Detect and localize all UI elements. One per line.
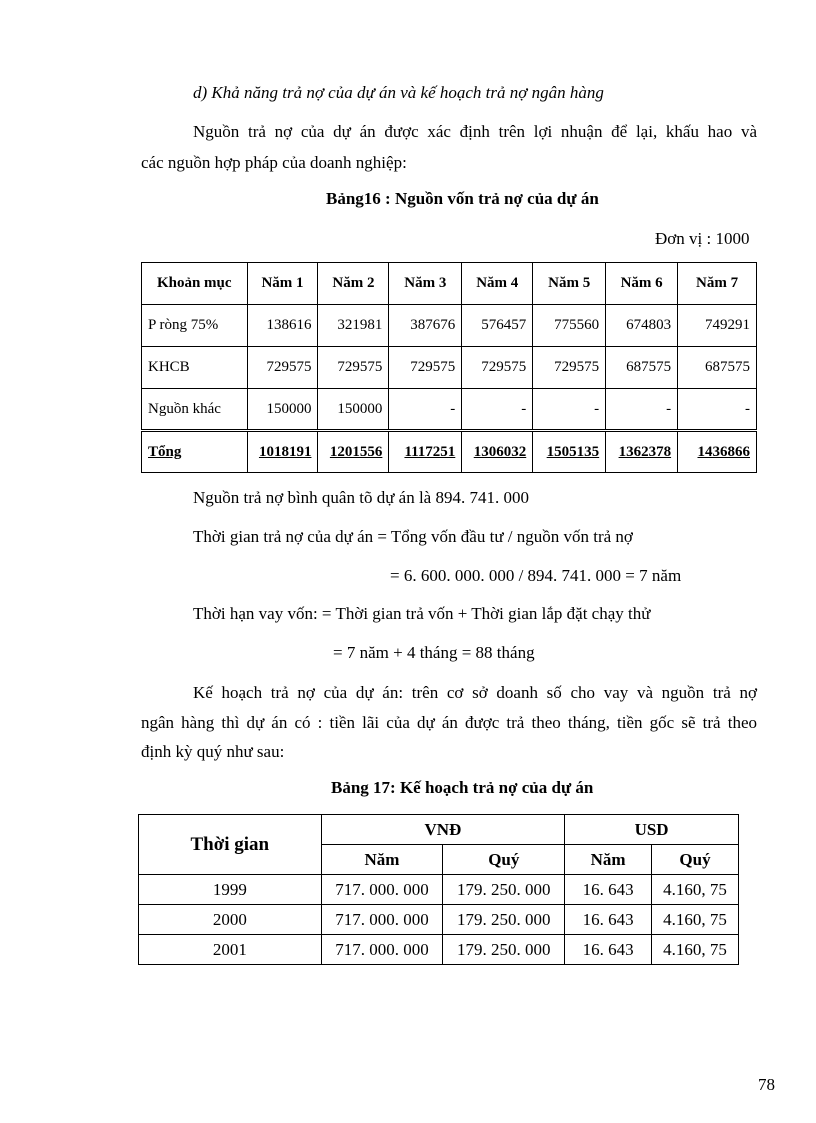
- table16-cell: -: [462, 389, 533, 431]
- table17-cell: 16. 643: [565, 905, 652, 935]
- table17-cell: 16. 643: [565, 935, 652, 965]
- table17-cell: 717. 000. 000: [321, 935, 443, 965]
- table16-cell: Nguồn khác: [142, 389, 248, 431]
- table16-header-cell: Năm 1: [247, 263, 318, 305]
- funding-table: [141, 262, 757, 473]
- table16-cell: 775560: [533, 305, 606, 347]
- table17-caption: Bảng 17: Kế hoạch trả nợ của dự án: [331, 778, 594, 797]
- table17-cell: 717. 000. 000: [321, 905, 443, 935]
- table17-cell: 16. 643: [565, 875, 652, 905]
- para-loan-term: Thời hạn vay vốn: = Thời gian trả vốn + Thời gian lắp đặt chạy thử: [193, 604, 651, 623]
- table16-cell: 576457: [462, 305, 533, 347]
- table16-cell: 1505135: [533, 431, 606, 473]
- table17-usd-header: USD: [565, 815, 739, 845]
- table17-vnd-header: VNĐ: [321, 815, 565, 845]
- table16-cell: 1436866: [678, 431, 757, 473]
- table17-usd-year-header: Năm: [565, 845, 652, 875]
- plan-line-2: ngân hàng thì dự án có : tiền lãi của dự án được trả theo tháng, tiền gốc sẽ trả theo: [141, 713, 757, 732]
- table17-cell: 1999: [139, 875, 322, 905]
- plan-line-1: Kế hoạch trả nợ của dự án: trên cơ sở doanh số cho vay và nguồn trả nợ: [193, 683, 757, 702]
- para-average-source: Nguồn trả nợ bình quân tõ dự án là 894. 741. 000: [193, 488, 529, 507]
- para-repay-time: Thời gian trả nợ của dự án = Tổng vốn đầu tư / nguồn vốn trả nợ: [193, 527, 633, 546]
- table16-cell: 150000: [318, 389, 389, 431]
- table16-cell: -: [533, 389, 606, 431]
- table16-unit: Đơn vị : 1000: [655, 229, 750, 248]
- table16-cell: 1306032: [462, 431, 533, 473]
- table16-cell: 387676: [389, 305, 462, 347]
- table17-cell: 4.160, 75: [652, 875, 739, 905]
- table16-cell: -: [389, 389, 462, 431]
- table16-caption: Bảng16 : Nguồn vốn trả nợ của dự án: [326, 189, 599, 208]
- table17-vnd-year-header: Năm: [321, 845, 443, 875]
- table17-cell: 717. 000. 000: [321, 875, 443, 905]
- plan-line-3: định kỳ quý như sau:: [141, 742, 285, 761]
- table16-cell: Tổng: [142, 431, 248, 473]
- table17-cell: 179. 250. 000: [443, 875, 565, 905]
- table16-cell: 749291: [678, 305, 757, 347]
- table16-cell: KHCB: [142, 347, 248, 389]
- table-row: [142, 305, 757, 347]
- page-number: 78: [758, 1075, 775, 1094]
- table16-cell: 674803: [606, 305, 678, 347]
- table16-cell: 687575: [606, 347, 678, 389]
- table16-cell: 729575: [533, 347, 606, 389]
- table16-cell: 138616: [247, 305, 318, 347]
- intro-line-1: Nguồn trả nợ của dự án được xác định trên lợi nhuận để lại, khấu hao và: [193, 122, 757, 141]
- table16-cell: 150000: [247, 389, 318, 431]
- table-row: [139, 935, 739, 965]
- table17-cell: 4.160, 75: [652, 905, 739, 935]
- table17-vnd-quarter-header: Quý: [443, 845, 565, 875]
- table16-cell: 321981: [318, 305, 389, 347]
- table16-header-cell: Năm 2: [318, 263, 389, 305]
- table17-group-header-row: [139, 815, 739, 845]
- table16-header-cell: Khoản mục: [142, 263, 248, 305]
- table16-cell: 729575: [318, 347, 389, 389]
- table16-header-cell: Năm 5: [533, 263, 606, 305]
- table16-cell: 729575: [462, 347, 533, 389]
- table17-cell: 2000: [139, 905, 322, 935]
- table16-cell: 1117251: [389, 431, 462, 473]
- para-repay-time-calc: = 6. 600. 000. 000 / 894. 741. 000 = 7 năm: [390, 566, 682, 585]
- table-row: [139, 875, 739, 905]
- table16-header-cell: Năm 7: [678, 263, 757, 305]
- table16-header-row: [142, 263, 757, 305]
- table16-cell: 1201556: [318, 431, 389, 473]
- table-row: [142, 347, 757, 389]
- table16-cell: 729575: [247, 347, 318, 389]
- table16-cell: 1018191: [247, 431, 318, 473]
- table16-cell: -: [678, 389, 757, 431]
- table17-cell: 179. 250. 000: [443, 905, 565, 935]
- table17-cell: 2001: [139, 935, 322, 965]
- table16-cell: 687575: [678, 347, 757, 389]
- table16-header-cell: Năm 6: [606, 263, 678, 305]
- table16-total-row: [142, 431, 757, 473]
- table16-cell: P ròng 75%: [142, 305, 248, 347]
- table17-cell: 179. 250. 000: [443, 935, 565, 965]
- table17-cell: 4.160, 75: [652, 935, 739, 965]
- table-row: [139, 905, 739, 935]
- table16-cell: -: [606, 389, 678, 431]
- para-loan-term-calc: = 7 năm + 4 tháng = 88 tháng: [333, 643, 535, 662]
- repayment-plan-table: [138, 814, 739, 965]
- intro-line-2: các nguồn hợp pháp của doanh nghiệp:: [141, 153, 407, 172]
- table16-header-cell: Năm 4: [462, 263, 533, 305]
- table16-cell: 729575: [389, 347, 462, 389]
- table16-cell: 1362378: [606, 431, 678, 473]
- table17-time-header: Thời gian: [139, 815, 322, 875]
- table-row: [142, 389, 757, 431]
- section-title: d) Khả năng trả nợ của dự án và kế hoạch trả nợ ngân hàng: [193, 83, 604, 102]
- table16-header-cell: Năm 3: [389, 263, 462, 305]
- table17-usd-quarter-header: Quý: [652, 845, 739, 875]
